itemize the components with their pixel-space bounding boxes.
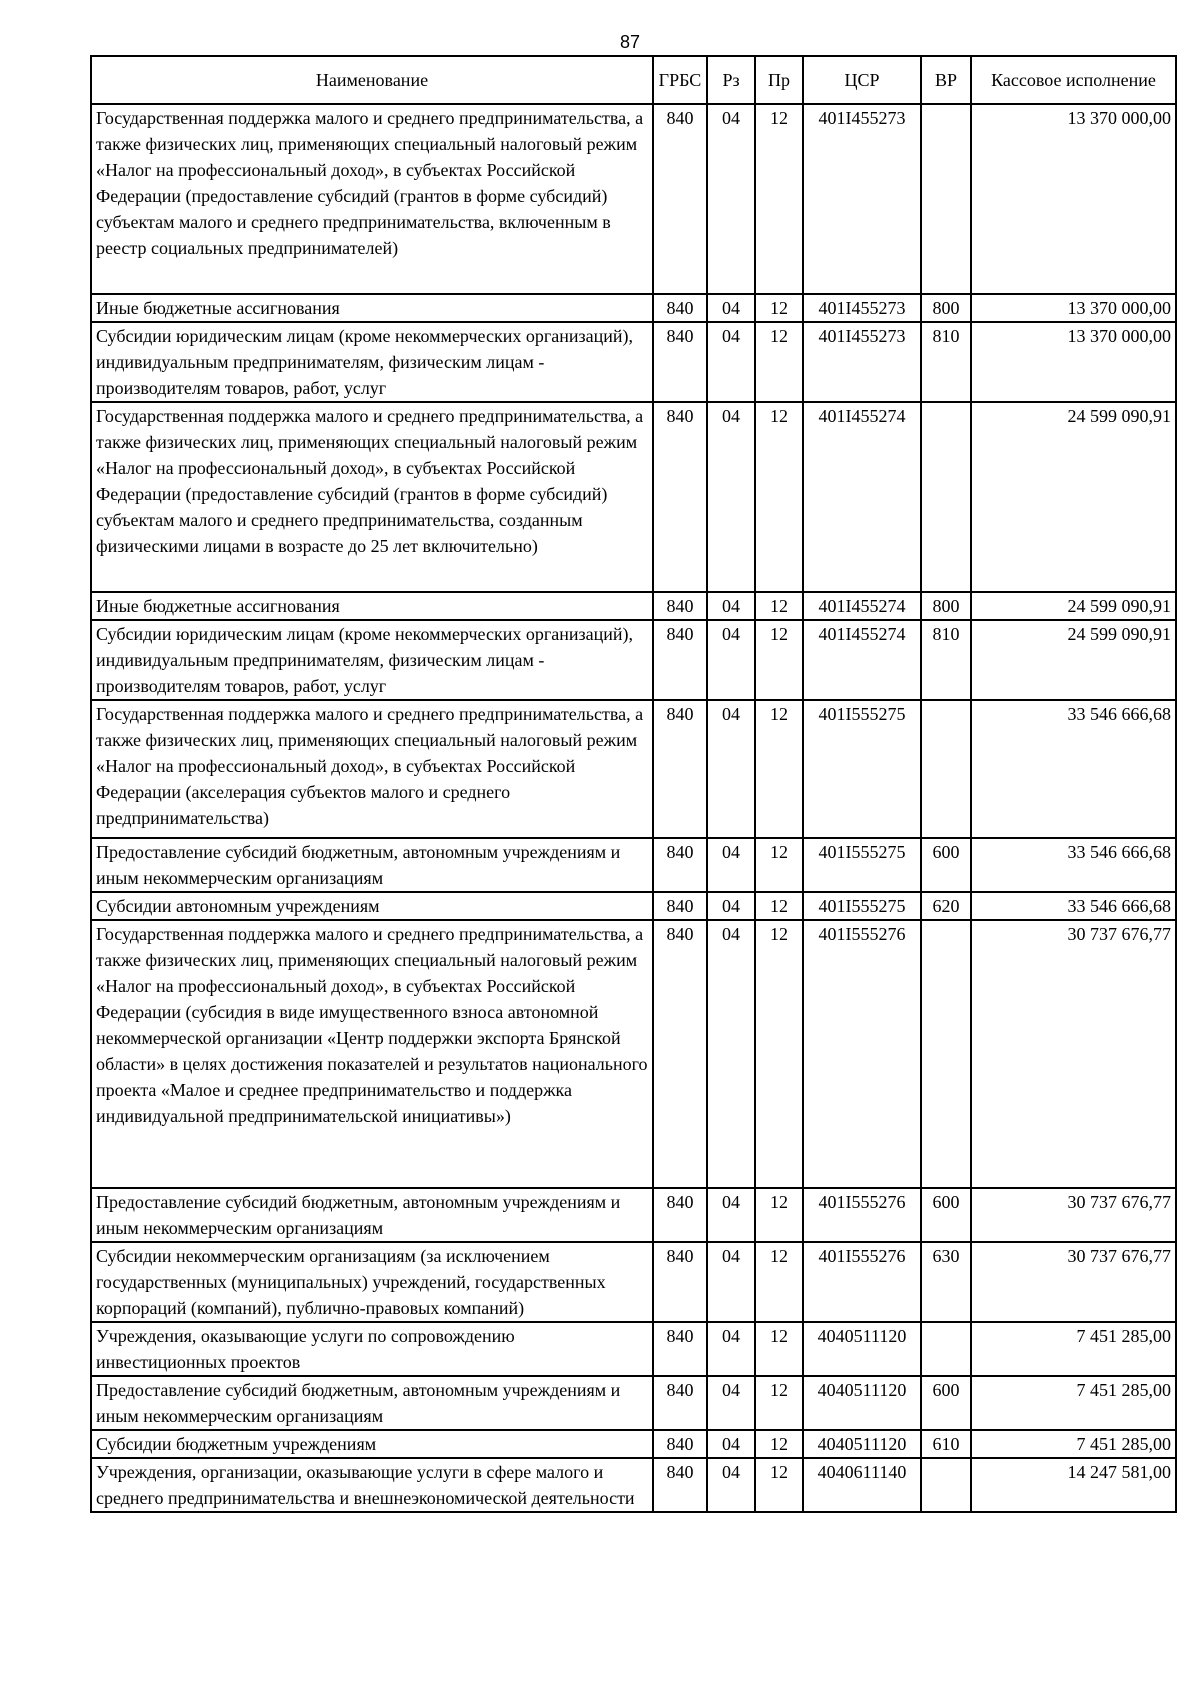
row-grbs: 840 [653, 1188, 707, 1242]
row-grbs: 840 [653, 920, 707, 1188]
row-grbs: 840 [653, 1322, 707, 1376]
row-vr [921, 1322, 971, 1376]
row-grbs: 840 [653, 1376, 707, 1430]
table-row [91, 920, 1176, 1188]
row-grbs: 840 [653, 700, 707, 838]
row-pr: 12 [755, 104, 803, 294]
row-name: Субсидии некоммерческим организациям (за исключением государственных (муниципальных) учреждений, государственных корпораций (компаний), публично-правовых компаний) [91, 1242, 653, 1322]
row-name: Государственная поддержка малого и среднего предпринимательства, а также физических лиц, применяющих специальный налоговый режим «Налог на профессиональный доход», в субъектах Российской Федерации (предоставление субсидий (грантов в форме субсидий) субъектам малого и среднего предпринимательства, включенным в реестр социальных предпринимателей) [91, 104, 653, 294]
table-row [91, 294, 1176, 322]
row-amount: 33 546 666,68 [971, 700, 1176, 838]
row-name: Иные бюджетные ассигнования [91, 592, 653, 620]
table-row [91, 104, 1176, 294]
table-row [91, 620, 1176, 700]
row-pr: 12 [755, 322, 803, 402]
header-rz: Рз [707, 56, 755, 104]
row-vr: 620 [921, 892, 971, 920]
row-vr: 600 [921, 1376, 971, 1430]
row-pr: 12 [755, 700, 803, 838]
row-amount: 33 546 666,68 [971, 892, 1176, 920]
row-grbs: 840 [653, 402, 707, 592]
row-csr: 401I555275 [803, 700, 921, 838]
row-amount: 7 451 285,00 [971, 1430, 1176, 1458]
row-vr: 610 [921, 1430, 971, 1458]
row-pr: 12 [755, 1188, 803, 1242]
row-rz: 04 [707, 838, 755, 892]
table-row [91, 322, 1176, 402]
row-name: Государственная поддержка малого и среднего предпринимательства, а также физических лиц, применяющих специальный налоговый режим «Налог на профессиональный доход», в субъектах Российской Федерации (предоставление субсидий (грантов в форме субсидий) субъектам малого и среднего предпринимательства, созданным физическими лицами в возрасте до 25 лет включительно) [91, 402, 653, 592]
row-pr: 12 [755, 1458, 803, 1512]
row-amount: 14 247 581,00 [971, 1458, 1176, 1512]
table-row [91, 892, 1176, 920]
row-vr: 800 [921, 294, 971, 322]
row-name: Государственная поддержка малого и среднего предпринимательства, а также физических лиц, применяющих специальный налоговый режим «Налог на профессиональный доход», в субъектах Российской Федерации (акселерация субъектов малого и среднего предпринимательства) [91, 700, 653, 838]
row-grbs: 840 [653, 1242, 707, 1322]
row-name: Субсидии юридическим лицам (кроме некоммерческих организаций), индивидуальным предпринимателям, физическим лицам - производителям товаров, работ, услуг [91, 620, 653, 700]
row-pr: 12 [755, 1242, 803, 1322]
row-grbs: 840 [653, 1430, 707, 1458]
row-amount: 30 737 676,77 [971, 1188, 1176, 1242]
table-row [91, 1242, 1176, 1322]
row-rz: 04 [707, 1322, 755, 1376]
header-pr: Пр [755, 56, 803, 104]
row-amount: 33 546 666,68 [971, 838, 1176, 892]
row-csr: 401I455273 [803, 294, 921, 322]
row-pr: 12 [755, 892, 803, 920]
row-csr: 401I455273 [803, 322, 921, 402]
row-grbs: 840 [653, 620, 707, 700]
header-csr: ЦСР [803, 56, 921, 104]
row-vr [921, 104, 971, 294]
table-header-row [91, 56, 1176, 104]
row-rz: 04 [707, 1188, 755, 1242]
row-rz: 04 [707, 294, 755, 322]
row-grbs: 840 [653, 1458, 707, 1512]
row-pr: 12 [755, 920, 803, 1188]
header-grbs: ГРБС [653, 56, 707, 104]
row-csr: 401I555275 [803, 892, 921, 920]
row-grbs: 840 [653, 592, 707, 620]
row-pr: 12 [755, 294, 803, 322]
table-row [91, 402, 1176, 592]
row-csr: 401I455274 [803, 592, 921, 620]
row-pr: 12 [755, 592, 803, 620]
row-csr: 4040511120 [803, 1376, 921, 1430]
row-amount: 24 599 090,91 [971, 620, 1176, 700]
row-csr: 4040511120 [803, 1322, 921, 1376]
row-amount: 24 599 090,91 [971, 592, 1176, 620]
row-rz: 04 [707, 402, 755, 592]
row-rz: 04 [707, 592, 755, 620]
row-vr [921, 1458, 971, 1512]
row-amount: 13 370 000,00 [971, 104, 1176, 294]
row-grbs: 840 [653, 322, 707, 402]
row-pr: 12 [755, 402, 803, 592]
row-csr: 401I555276 [803, 1242, 921, 1322]
row-grbs: 840 [653, 892, 707, 920]
row-vr [921, 920, 971, 1188]
row-vr [921, 700, 971, 838]
row-grbs: 840 [653, 294, 707, 322]
row-rz: 04 [707, 1376, 755, 1430]
row-name: Предоставление субсидий бюджетным, автономным учреждениям и иным некоммерческим организациям [91, 1376, 653, 1430]
table-row [91, 1322, 1176, 1376]
budget-execution-table [90, 55, 1177, 1513]
header-name: Наименование [91, 56, 653, 104]
row-name: Учреждения, оказывающие услуги по сопровождению инвестиционных проектов [91, 1322, 653, 1376]
row-pr: 12 [755, 1376, 803, 1430]
table-row [91, 1458, 1176, 1512]
table-row [91, 1430, 1176, 1458]
row-name: Государственная поддержка малого и среднего предпринимательства, а также физических лиц, применяющих специальный налоговый режим «Налог на профессиональный доход», в субъектах Российской Федерации (субсидия в виде имущественного взноса автономной некоммерческой организации «Центр поддержки экспорта Брянской области» в целях достижения показателей и результатов национального проекта «Малое и среднее предпринимательство и поддержка индивидуальной предпринимательской инициативы») [91, 920, 653, 1188]
row-csr: 401I455273 [803, 104, 921, 294]
table-row [91, 838, 1176, 892]
row-pr: 12 [755, 1322, 803, 1376]
table-row [91, 592, 1176, 620]
row-grbs: 840 [653, 838, 707, 892]
row-vr: 800 [921, 592, 971, 620]
row-rz: 04 [707, 700, 755, 838]
header-amount: Кассовое исполнение [971, 56, 1176, 104]
row-rz: 04 [707, 104, 755, 294]
row-rz: 04 [707, 892, 755, 920]
page-number: 87 [620, 32, 641, 52]
row-name: Предоставление субсидий бюджетным, автономным учреждениям и иным некоммерческим организациям [91, 1188, 653, 1242]
row-vr: 630 [921, 1242, 971, 1322]
row-name: Субсидии бюджетным учреждениям [91, 1430, 653, 1458]
row-name: Учреждения, организации, оказывающие услуги в сфере малого и среднего предпринимательства и внешнеэкономической деятельности [91, 1458, 653, 1512]
row-amount: 30 737 676,77 [971, 1242, 1176, 1322]
row-grbs: 840 [653, 104, 707, 294]
row-name: Субсидии юридическим лицам (кроме некоммерческих организаций), индивидуальным предпринимателям, физическим лицам - производителям товаров, работ, услуг [91, 322, 653, 402]
table-row [91, 700, 1176, 838]
row-amount: 30 737 676,77 [971, 920, 1176, 1188]
row-vr: 600 [921, 1188, 971, 1242]
row-amount: 24 599 090,91 [971, 402, 1176, 592]
row-csr: 401I555276 [803, 920, 921, 1188]
row-vr: 600 [921, 838, 971, 892]
row-rz: 04 [707, 322, 755, 402]
row-rz: 04 [707, 1242, 755, 1322]
row-name: Иные бюджетные ассигнования [91, 294, 653, 322]
row-csr: 401I455274 [803, 402, 921, 592]
table-row [91, 1188, 1176, 1242]
row-csr: 401I555275 [803, 838, 921, 892]
row-pr: 12 [755, 620, 803, 700]
row-csr: 4040511120 [803, 1430, 921, 1458]
row-vr: 810 [921, 620, 971, 700]
row-name: Предоставление субсидий бюджетным, автономным учреждениям и иным некоммерческим организациям [91, 838, 653, 892]
row-name: Субсидии автономным учреждениям [91, 892, 653, 920]
table-row [91, 1376, 1176, 1430]
row-rz: 04 [707, 1430, 755, 1458]
row-pr: 12 [755, 1430, 803, 1458]
row-rz: 04 [707, 920, 755, 1188]
row-csr: 401I555276 [803, 1188, 921, 1242]
row-amount: 13 370 000,00 [971, 322, 1176, 402]
row-amount: 13 370 000,00 [971, 294, 1176, 322]
row-vr [921, 402, 971, 592]
row-rz: 04 [707, 1458, 755, 1512]
row-csr: 4040611140 [803, 1458, 921, 1512]
row-csr: 401I455274 [803, 620, 921, 700]
row-rz: 04 [707, 620, 755, 700]
header-vr: ВР [921, 56, 971, 104]
row-amount: 7 451 285,00 [971, 1376, 1176, 1430]
row-pr: 12 [755, 838, 803, 892]
row-amount: 7 451 285,00 [971, 1322, 1176, 1376]
row-vr: 810 [921, 322, 971, 402]
